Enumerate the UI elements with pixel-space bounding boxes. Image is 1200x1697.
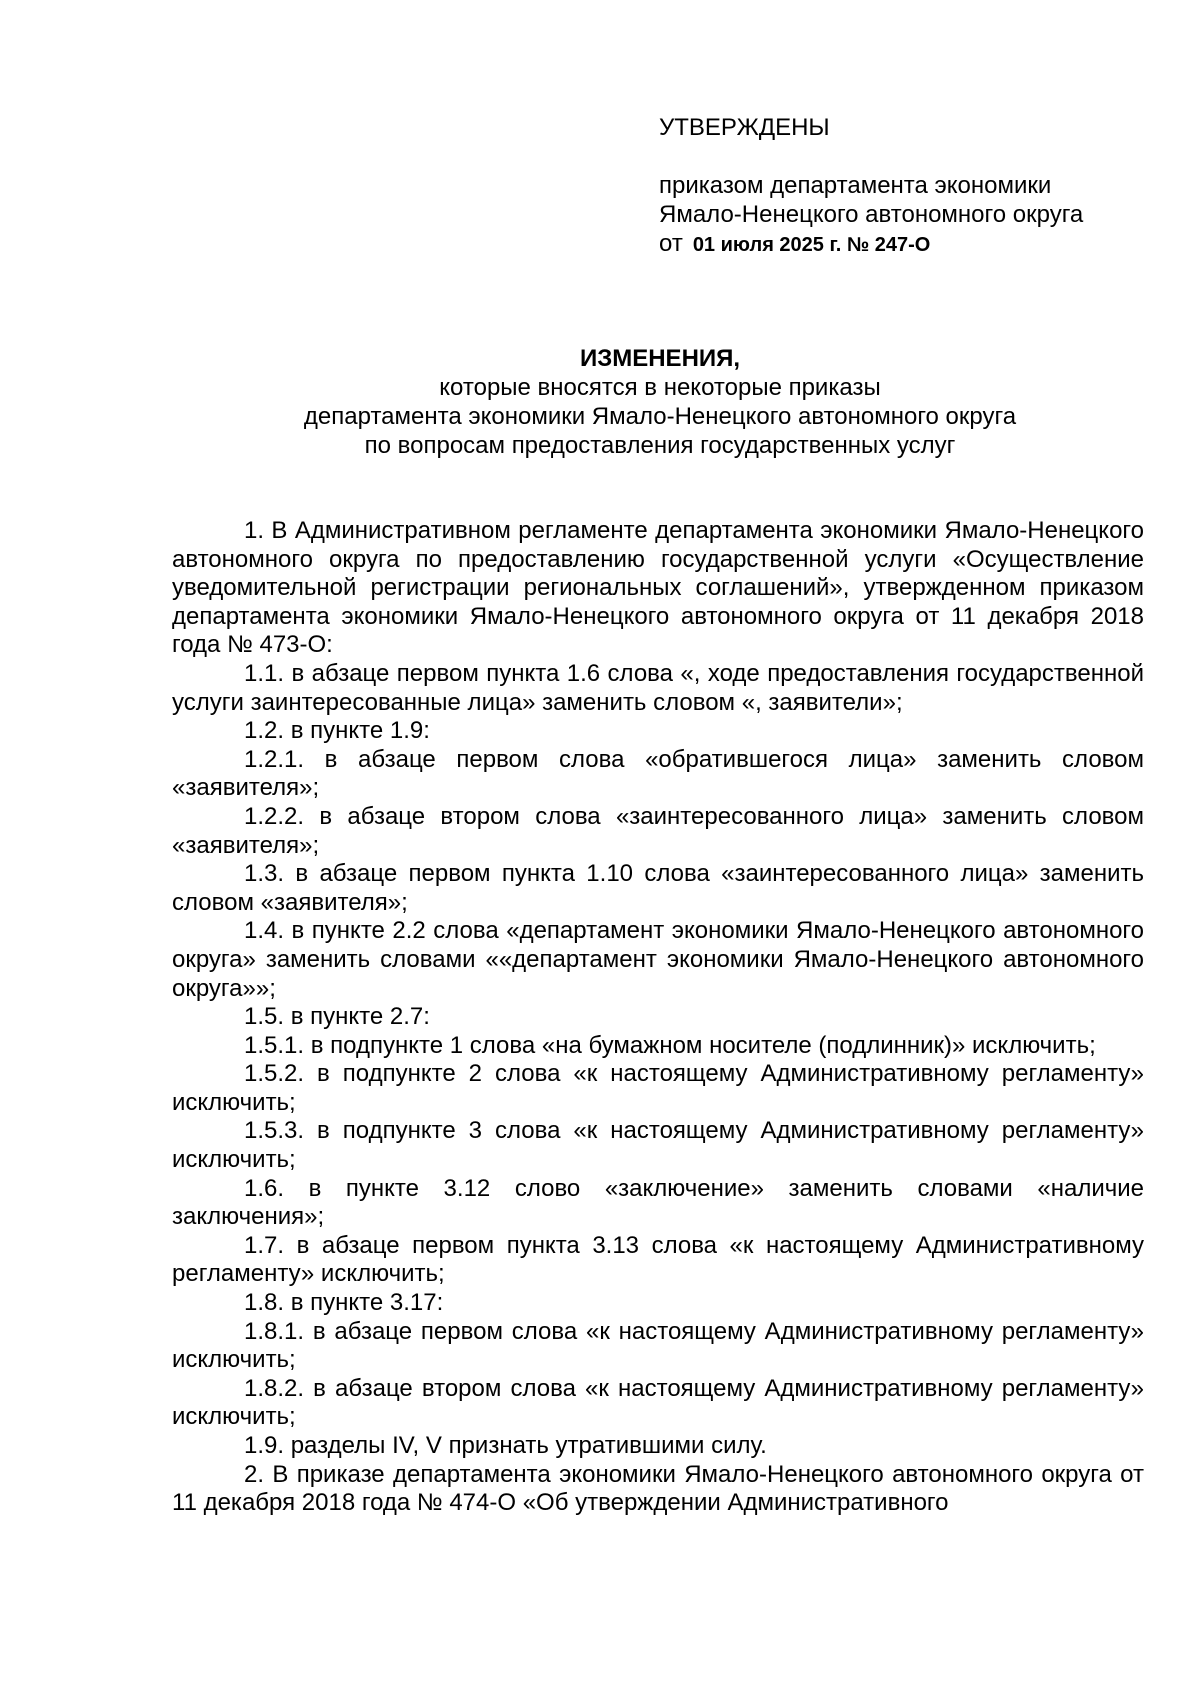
paragraph: 1.4. в пункте 2.2 слова «департамент экономики Ямало-Ненецкого автономного округа» заменить словами ««департамент экономики Ямало-Ненецкого автономного округа»»; bbox=[172, 917, 1144, 1002]
paragraph: 1.7. в абзаце первом пункта 3.13 слова «к настоящему Административному регламенту» исключить; bbox=[172, 1231, 1144, 1288]
paragraph: 1.5.3. в подпункте 3 слова «к настоящему Административному регламенту» исключить; bbox=[172, 1117, 1144, 1174]
paragraph: 1.8.2. в абзаце втором слова «к настоящему Административному регламенту» исключить; bbox=[172, 1374, 1144, 1431]
approval-title: УТВЕРЖДЕНЫ bbox=[659, 114, 830, 141]
document-subtitle-line-3: по вопросам предоставления государственных услуг bbox=[364, 432, 956, 459]
approval-line-1: приказом департамента экономики bbox=[659, 172, 1052, 199]
approval-date-prefix: от bbox=[659, 230, 683, 257]
document-body bbox=[172, 517, 1144, 1518]
paragraph: 1.9. разделы IV, V признать утратившими силу. bbox=[244, 1432, 767, 1459]
document-title: ИЗМЕНЕНИЯ, bbox=[579, 345, 741, 372]
document-heading bbox=[170, 344, 1150, 460]
document-subtitle-line-1: которые вносятся в некоторые приказы bbox=[439, 374, 881, 401]
paragraph: 1.1. в абзаце первом пункта 1.6 слова «, ходе предоставления государственной услуги заинтересованные лица» заменить словом «, заявители»; bbox=[172, 659, 1144, 716]
paragraph: 1.6. в пункте 3.12 слово «заключение» заменить словами «наличие заключения»; bbox=[172, 1174, 1144, 1231]
paragraph: 1.5.2. в подпункте 2 слова «к настоящему Административному регламенту» исключить; bbox=[172, 1060, 1144, 1116]
paragraph: 1. В Административном регламенте департамента экономики Ямало-Ненецкого автономного округа по предоставлению государственной услуги «Осуществление уведомительной регистрации региональных соглашений», утвержденном приказом департамента экономики Ямало-Ненецкого автономного округа от 11 декабря 2018 года № 473-О: bbox=[172, 517, 1144, 659]
paragraph: 1.2.2. в абзаце втором слова «заинтересованного лица» заменить словом «заявителя»; bbox=[172, 802, 1144, 859]
approval-block bbox=[659, 113, 1159, 260]
paragraph: 1.2.1. в абзаце первом слова «обратившегося лица» заменить словом «заявителя»; bbox=[172, 745, 1144, 802]
paragraph: 1.2. в пункте 1.9: bbox=[244, 717, 430, 745]
paragraph: 1.3. в абзаце первом пункта 1.10 слова «заинтересованного лица» заменить словом «заявителя»; bbox=[172, 860, 1144, 916]
paragraph: 1.5. в пункте 2.7: bbox=[244, 1003, 430, 1031]
paragraph: 1.5.1. в подпункте 1 слова «на бумажном носителе (подлинник)» исключить; bbox=[244, 1031, 1096, 1059]
document-subtitle-line-2: департамента экономики Ямало-Ненецкого автономного округа bbox=[303, 403, 1017, 430]
approval-date-line bbox=[659, 229, 1159, 260]
paragraph: 2. В приказе департамента экономики Ямало-Ненецкого автономного округа от 11 декабря 2018 года № 474-О «Об утверждении Административного bbox=[172, 1460, 1144, 1517]
approval-line-2: Ямало-Ненецкого автономного округа bbox=[659, 201, 1084, 228]
paragraph: 1.8. в пункте 3.17: bbox=[244, 1289, 444, 1317]
approval-date-value: 01 июля 2025 г. № 247-О bbox=[692, 234, 931, 256]
paragraph: 1.8.1. в абзаце первом слова «к настоящему Административному регламенту» исключить; bbox=[172, 1317, 1144, 1374]
